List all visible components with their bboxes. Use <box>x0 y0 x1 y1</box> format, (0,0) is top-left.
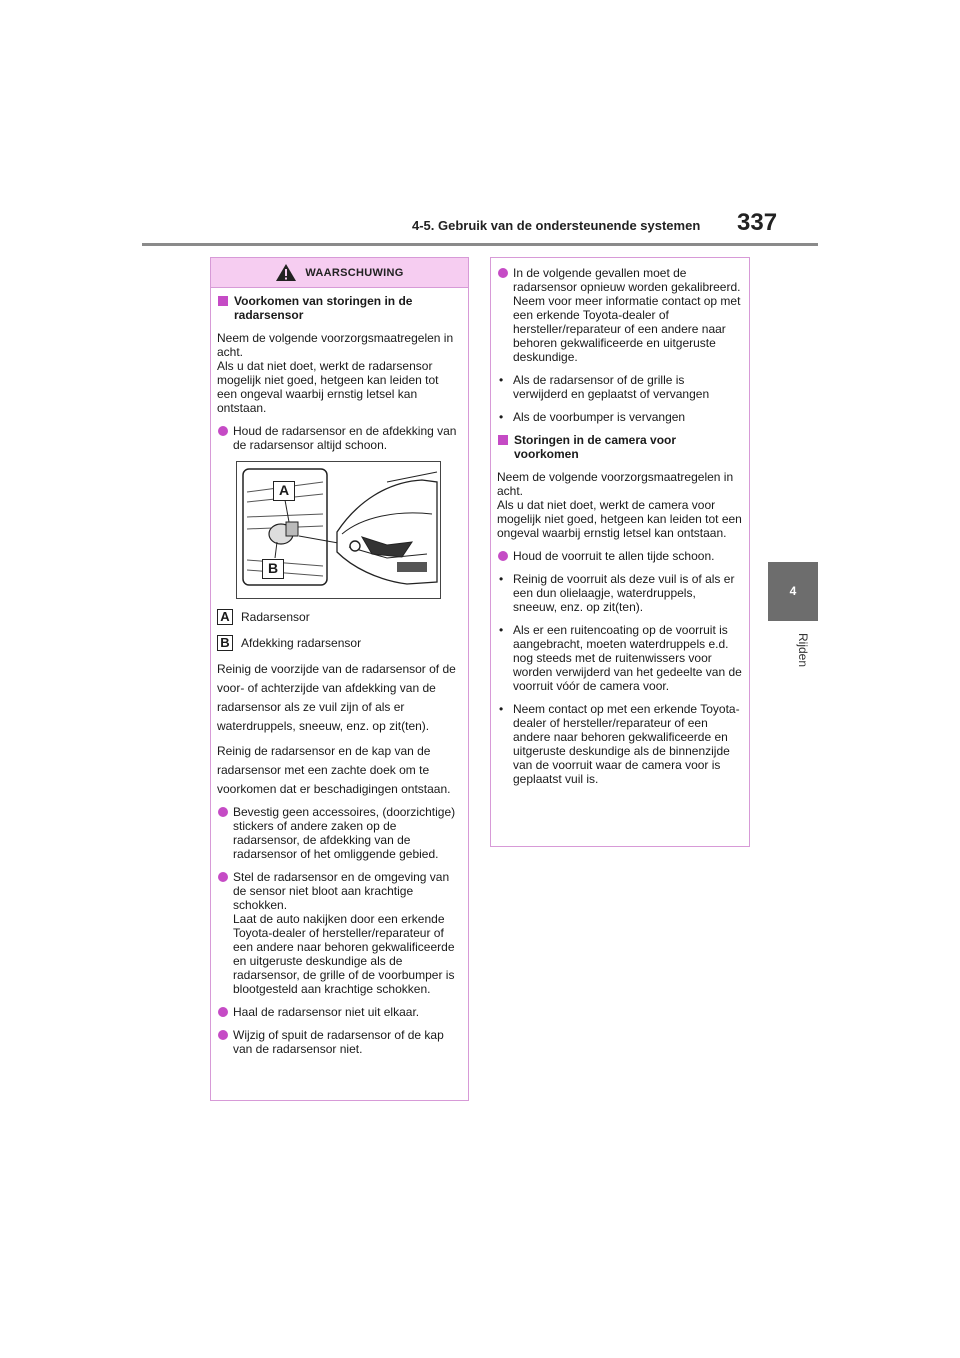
figure-label-a: A <box>273 481 295 501</box>
warning-box <box>210 257 469 1101</box>
page-number: 337 <box>737 209 778 236</box>
warning-paragraph <box>497 470 742 540</box>
dash-item <box>497 572 742 614</box>
figure-label-b: B <box>262 559 284 579</box>
chapter-label: Rijden <box>796 633 810 668</box>
dash-text: Als er een ruitencoating op de voorruit is aangebracht, moeten waterdruppels e.d. nog steeds met de ruitenwissers voor worden verwijderd van het gedeelte van de voorruit vóór de camera voor. <box>513 623 742 693</box>
chapter-tab <box>768 562 818 621</box>
bullet-item <box>497 549 742 563</box>
dash-bullet-icon: • <box>499 410 504 424</box>
square-bullet-icon <box>218 296 228 306</box>
bullet-text: Bevestig geen accessoires, (doorzichtige) stickers of andere zaken op de radarsensor, de afdekking van de radarsensor of het omliggende gebied. <box>233 805 456 861</box>
paragraph-line: Neem de volgende voorzorgsmaatregelen in acht. <box>497 470 734 498</box>
paragraph-line: Als u dat niet doet, werkt de camera voor mogelijk niet goed, hetgeen kan leiden tot een ongeval waarbij ernstig letsel kan ontstaan. <box>497 498 742 540</box>
bullet-item <box>497 266 742 364</box>
bullet-item <box>217 870 461 996</box>
callout-b-text: Afdekking radarsensor <box>241 636 362 650</box>
bullet-item <box>217 805 461 861</box>
warning-header <box>211 258 468 288</box>
cleaning-paragraph: Reinig de voorzijde van de radarsensor of de voor- of achterzijde van afdekking van de radarsensor als ze vuil zijn of als er waterdruppels, sneeuw, enz. op zit(ten). <box>217 662 456 733</box>
circle-bullet-icon <box>498 551 508 561</box>
warning-content <box>211 288 468 1071</box>
bullet-text: Haal de radarsensor niet uit elkaar. <box>233 1005 420 1019</box>
dash-text: Reinig de voorruit als deze vuil is of als er een dun olielaagje, waterdruppels, sneeuw, enz. op zit(ten). <box>513 572 735 614</box>
callout-b-badge: B <box>217 635 233 651</box>
bullet-item <box>217 424 461 452</box>
paragraph-line: Als u dat niet doet, werkt de radarsensor mogelijk niet goed, hetgeen kan leiden tot een ongeval waarbij ernstig letsel kan ontstaan. <box>217 359 439 415</box>
bullet-text: In de volgende gevallen moet de radarsensor opnieuw worden gekalibreerd. Neem voor meer informatie contact op met een erkende Toyota-dealer of hersteller/reparateur of een andere naar behoren gekwalificeerde en uitgeruste deskundige. <box>513 266 741 364</box>
warning-title: WAARSCHUWING <box>305 266 404 279</box>
bullet-text <box>233 870 461 996</box>
circle-bullet-icon <box>218 872 228 882</box>
circle-bullet-icon <box>218 1030 228 1040</box>
dash-item <box>497 373 742 401</box>
continuation-content <box>491 258 749 801</box>
warning-heading-text: Voorkomen van storingen in de radarsensor <box>234 294 413 322</box>
warning-heading-text: Storingen in de camera voor voorkomen <box>514 433 677 461</box>
bullet-line: Stel de radarsensor en de omgeving van de sensor niet bloot aan krachtige schokken. <box>233 870 450 912</box>
dash-bullet-icon: • <box>499 572 504 586</box>
cleaning-paragraph: Reinig de radarsensor en de kap van de radarsensor met een zachte doek om te voorkomen dat er beschadigingen ontstaan. <box>217 744 451 796</box>
callout-b <box>217 634 461 652</box>
warning-continuation-box <box>490 257 750 847</box>
radar-sensor-figure <box>236 461 441 599</box>
bullet-item <box>217 1028 461 1056</box>
callout-a-text: Radarsensor <box>241 610 310 624</box>
dash-item <box>497 623 742 693</box>
bullet-text: Houd de radarsensor en de afdekking van de radarsensor altijd schoon. <box>233 424 457 452</box>
warning-heading <box>497 433 742 461</box>
callout-a <box>217 608 461 626</box>
warning-triangle-icon <box>275 263 297 282</box>
chapter-tab-number: 4 <box>789 584 797 598</box>
circle-bullet-icon <box>498 268 508 278</box>
dash-bullet-icon: • <box>499 702 504 716</box>
dash-text: Als de voorbumper is vervangen <box>513 410 686 424</box>
bullet-item <box>217 1005 461 1019</box>
bullet-text: Houd de voorruit te allen tijde schoon. <box>513 549 715 563</box>
dash-item <box>497 410 742 424</box>
paragraph-line: Neem de volgende voorzorgsmaatregelen in acht. <box>217 331 454 359</box>
dash-bullet-icon: • <box>499 373 504 387</box>
dash-text: Als de radarsensor of de grille is verwijderd en geplaatst of vervangen <box>513 373 710 401</box>
warning-heading <box>217 294 461 322</box>
square-bullet-icon <box>498 435 508 445</box>
circle-bullet-icon <box>218 426 228 436</box>
bullet-text: Wijzig of spuit de radarsensor of de kap van de radarsensor niet. <box>233 1028 444 1056</box>
dash-text: Neem contact op met een erkende Toyota-dealer of hersteller/reparateur of een andere naar behoren gekwalificeerde en uitgeruste deskundige als de binnenzijde van de voorruit waar de camera voor is geplaatst vuil is. <box>513 702 740 786</box>
section-title: 4-5. Gebruik van de ondersteunende systemen <box>412 218 701 233</box>
dash-bullet-icon: • <box>499 623 504 637</box>
circle-bullet-icon <box>218 807 228 817</box>
warning-paragraph <box>217 331 461 415</box>
circle-bullet-icon <box>218 1007 228 1017</box>
bullet-line: Laat de auto nakijken door een erkende Toyota-dealer of hersteller/reparateur of een andere naar behoren gekwalificeerde en uitgeruste deskundige als de radarsensor, de grille of de voorbumper is blootgesteld aan krachtige schokken. <box>233 912 455 996</box>
callout-a-badge: A <box>217 609 233 625</box>
header-rule <box>142 243 818 246</box>
page-header <box>0 0 960 250</box>
dash-item <box>497 702 742 786</box>
